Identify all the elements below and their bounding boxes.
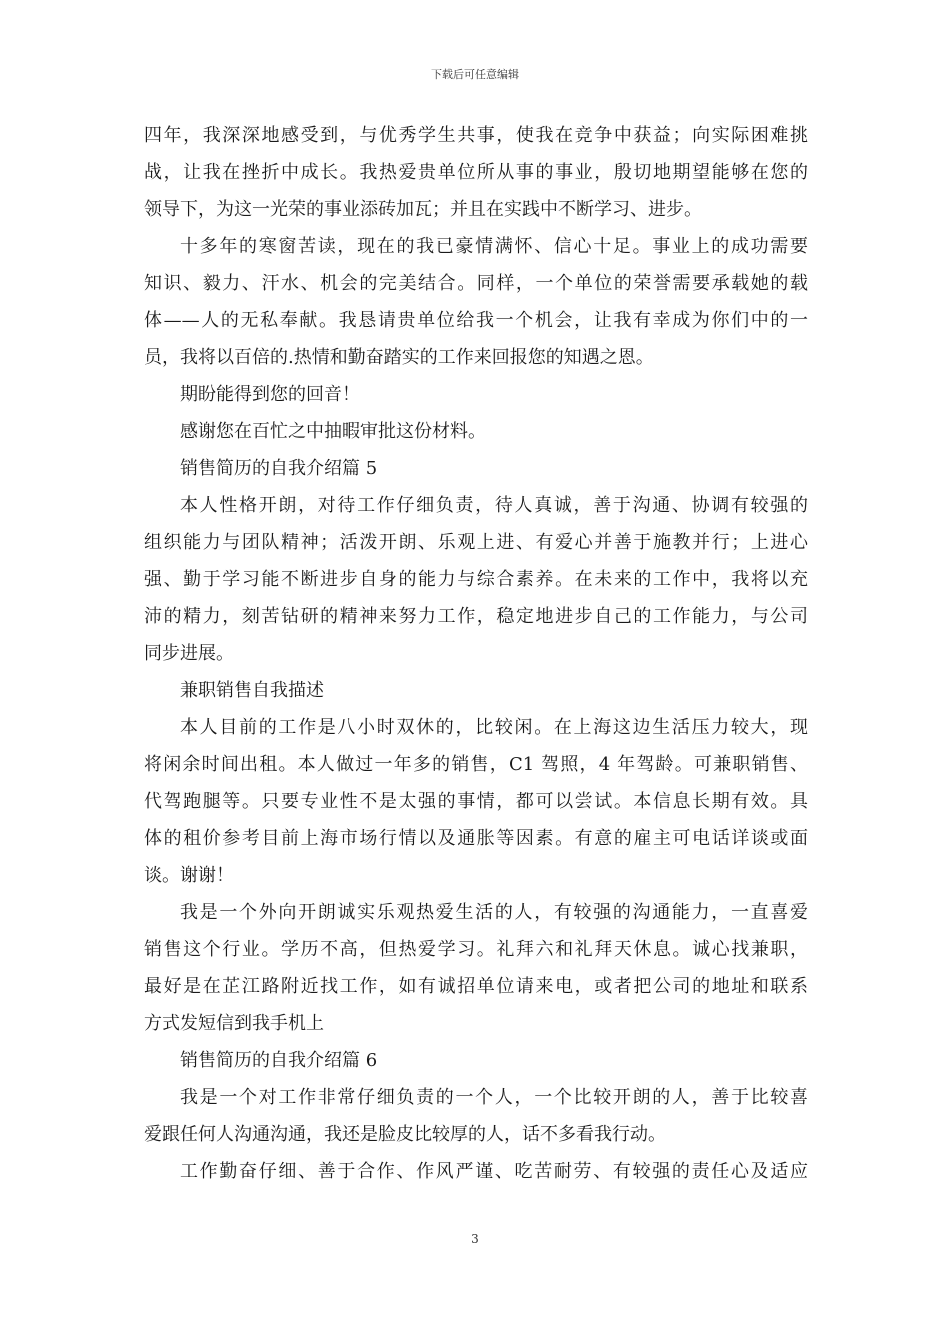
page-header: 下载后可任意编辑 xyxy=(431,68,519,81)
text-line: 最好是在芷江路附近找工作，如有诚招单位请来电，或者把公司的地址和联系 xyxy=(144,976,808,997)
text-line: 员，我将以百倍的.热情和勤奋踏实的工作来回报您的知遇之恩。 xyxy=(144,347,654,368)
text-line: 四年，我深深地感受到，与优秀学生共事，使我在竞争中获益；向实际困难挑 xyxy=(144,125,808,146)
text-line: 本人目前的工作是八小时双休的，比较闲。在上海这边生活压力较大，现 xyxy=(180,717,808,738)
text-line: 爱跟任何人沟通沟通，我还是脸皮比较厚的人，话不多看我行动。 xyxy=(144,1124,666,1145)
text-line: 同步进展。 xyxy=(144,643,234,664)
text-line: 领导下，为这一光荣的事业添砖加瓦；并且在实践中不断学习、进步。 xyxy=(144,199,702,220)
text-line: 本人性格开朗，对待工作仔细负责，待人真诚，善于沟通、协调有较强的 xyxy=(180,495,808,516)
text-line: 工作勤奋仔细、善于合作、作风严谨、吃苦耐劳、有较强的责任心及适应 xyxy=(180,1161,808,1182)
text-line: 期盼能得到您的回音！ xyxy=(180,384,360,405)
text-line: 方式发短信到我手机上 xyxy=(144,1013,324,1034)
text-line: 将闲余时间出租。本人做过一年多的销售，C1 驾照，4 年驾龄。可兼职销售、 xyxy=(144,754,808,775)
text-line: 体的租价参考目前上海市场行情以及通胀等因素。有意的雇主可电话详谈或面 xyxy=(144,828,808,849)
text-line: 战，让我在挫折中成长。我热爱贵单位所从事的事业，殷切地期望能够在您的 xyxy=(144,162,808,183)
text-line: 销售简历的自我介绍篇 6 xyxy=(180,1050,378,1071)
page-number: 3 xyxy=(471,1232,479,1246)
text-line: 沛的精力，刻苦钻研的精神来努力工作，稳定地进步自己的工作能力，与公司 xyxy=(144,606,808,627)
text-line: 谈。谢谢！ xyxy=(144,865,234,886)
text-line: 组织能力与团队精神；活泼开朗、乐观上进、有爱心并善于施教并行；上进心 xyxy=(144,532,808,553)
text-line: 销售简历的自我介绍篇 5 xyxy=(180,458,378,479)
document-body xyxy=(144,117,808,1190)
text-line: 十多年的寒窗苦读，现在的我已豪情满怀、信心十足。事业上的成功需要 xyxy=(180,236,808,257)
text-line: 体——人的无私奉献。我恳请贵单位给我一个机会，让我有幸成为你们中的一 xyxy=(144,310,808,331)
text-line: 兼职销售自我描述 xyxy=(180,680,324,701)
text-line: 知识、毅力、汗水、机会的完美结合。同样，一个单位的荣誉需要承载她的载 xyxy=(144,273,808,294)
text-line: 感谢您在百忙之中抽暇审批这份材料。 xyxy=(180,421,486,442)
text-line: 代驾跑腿等。只要专业性不是太强的事情，都可以尝试。本信息长期有效。具 xyxy=(144,791,808,812)
text-line: 我是一个外向开朗诚实乐观热爱生活的人，有较强的沟通能力，一直喜爱 xyxy=(180,902,808,923)
text-line: 强、勤于学习能不断进步自身的能力与综合素养。在未来的工作中，我将以充 xyxy=(144,569,808,590)
text-line: 我是一个对工作非常仔细负责的一个人，一个比较开朗的人，善于比较喜 xyxy=(180,1087,808,1108)
text-line: 销售这个行业。学历不高，但热爱学习。礼拜六和礼拜天休息。诚心找兼职， xyxy=(144,939,808,960)
